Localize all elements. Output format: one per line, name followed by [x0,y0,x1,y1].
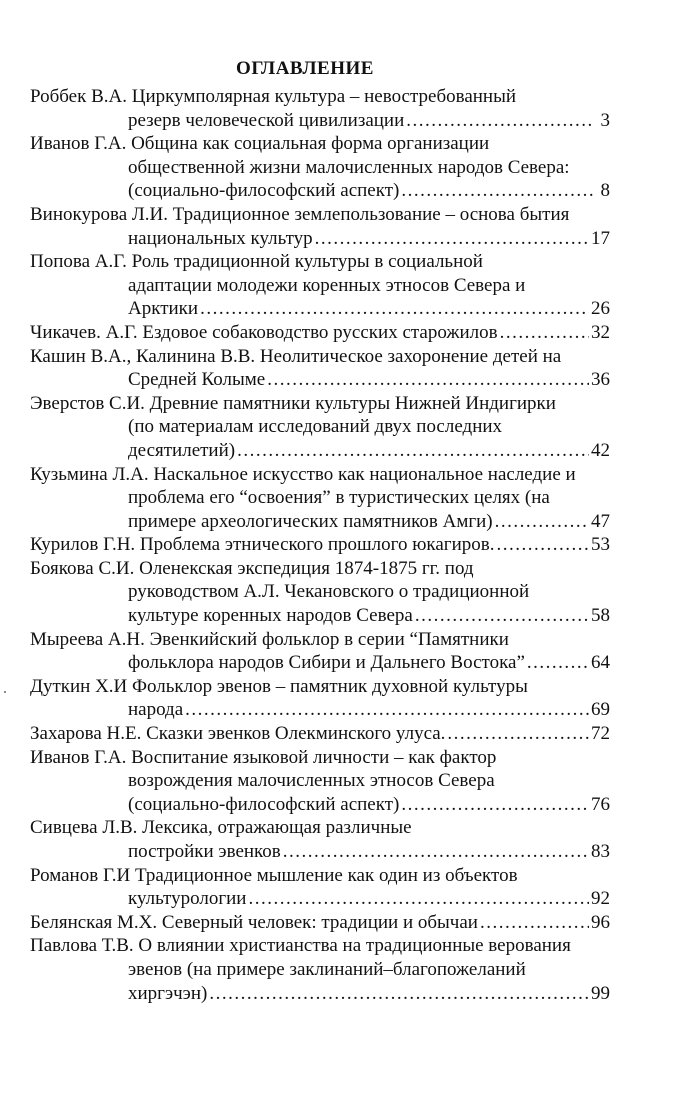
toc-entry-text: фольклора народов Сибири и Дальнего Востока” [128,652,525,674]
page-number: 92 [591,888,610,910]
dot-leader [200,297,589,321]
page-number: 36 [591,369,610,391]
toc-entry-last-line [30,533,610,557]
toc-entry-text: культурологии [128,888,247,910]
page-number: 99 [591,982,610,1004]
toc-entry [30,203,610,250]
toc-entry-text: национальных культур [128,227,313,249]
toc-entry [30,816,610,863]
scan-speck [4,691,6,693]
dot-leader [237,439,589,463]
toc-entry [30,85,610,132]
toc-entry-line: Эверстов С.И. Древние памятники культуры Нижней Индигирки [30,392,556,414]
toc-entry [30,628,610,675]
page-number: 3 [600,109,610,131]
toc-entry-line: руководством А.Л. Чекановского о традиционной [128,581,530,603]
toc-entry [30,557,610,628]
page-number: 69 [591,699,610,721]
toc-entry-text: постройки эвенков [128,841,281,862]
toc-entry-line: Мыреева А.Н. Эвенкийский фольклор в серии “Памятники [30,628,509,650]
toc-entry [30,463,610,534]
toc-entry-last-line [30,179,610,203]
page-number: 17 [591,227,610,249]
toc-entry-last-line [30,698,610,722]
toc-entry-last-line [30,651,610,675]
toc-entry-last-line [30,793,610,817]
dot-leader [267,368,589,392]
page-number: 47 [591,510,610,532]
dot-leader [401,179,594,203]
toc-entry-line: эвенов (на примере заклинаний–благопожеланий [128,958,526,980]
toc-entry-text: культуре коренных народов Севера [128,605,413,627]
toc-entry [30,722,610,746]
toc-entry [30,911,610,935]
toc-entry-line: Кузьмина Л.А. Наскальное искусство как национальное наследие и [30,463,576,485]
page-number: 32 [591,321,610,343]
toc-entry [30,345,610,392]
dot-leader [248,887,589,911]
toc-entry-line: Иванов Г.А. Воспитание языковой личности – как фактор [30,746,497,768]
table-of-contents [30,85,610,1005]
page-number: 58 [591,605,610,627]
toc-entry-line: Дуткин Х.И Фольклор эвенов – памятник духовной культуры [30,675,528,697]
toc-entry-last-line [30,227,610,251]
dot-leader [406,109,594,133]
dot-leader [315,227,589,251]
toc-entry-line: Кашин В.А., Калинина В.В. Неолитическое захоронение детей на [30,345,562,367]
toc-entry-last-line [30,982,610,1006]
toc-entry-line: Иванов Г.А. Община как социальная форма организации [30,133,490,155]
dot-leader [209,982,589,1006]
toc-entry-line: адаптации молодежи коренных этносов Севера и [128,274,526,296]
toc-title: ОГЛАВЛЕНИЕ [236,58,374,79]
dot-leader [401,793,589,817]
toc-entry-text: хиргэчэн) [128,982,208,1004]
toc-entry [30,321,610,345]
toc-entry-line: проблема его “освоения” в туристических целях (на [128,487,550,509]
page-number: 64 [591,652,610,674]
toc-entry-last-line [30,109,610,133]
toc-entry-line: Боякова С.И. Оленекская экспедиция 1874-1875 гг. под [30,557,474,579]
toc-entry-last-line [30,510,610,534]
toc-entry [30,533,610,557]
toc-entry-text: резерв человеческой цивилизации [128,109,405,131]
toc-entry-last-line [30,604,610,628]
toc-entry [30,675,610,722]
dot-leader [185,698,589,722]
toc-entry-text: (социально-философский аспект) [128,793,400,815]
toc-entry-line: Павлова Т.В. О влиянии христианства на традиционные верования [30,935,571,957]
toc-entry-text: Арктики [128,298,199,320]
page-number: 76 [591,793,610,815]
page-number: 8 [600,180,610,202]
dot-leader [495,510,589,534]
page-number: 42 [591,439,610,461]
toc-entry-last-line [30,722,610,746]
toc-entry-line: Романов Г.И Традиционное мышление как один из объектов [30,864,518,886]
toc-entry [30,864,610,911]
toc-entry-text: примере археологических памятников Амги) [128,510,493,532]
toc-entry-line: Винокурова Л.И. Традиционное землепользование – основа бытия [30,203,570,225]
toc-entry-text: Средней Колыме [128,369,266,391]
toc-entry-text: (социально-философский аспект) [128,180,400,202]
toc-entry [30,934,610,1005]
toc-entry-text: Белянская М.Х. Северный человек: традиции и обычаи [30,911,478,933]
toc-entry-last-line [30,439,610,463]
toc-entry-line: общественной жизни малочисленных народов Севера: [128,156,570,178]
toc-entry-last-line [30,887,610,911]
dot-leader [415,604,589,628]
page-number: 72 [591,723,610,745]
toc-entry-text: Чикачев. А.Г. Ездовое собаководство русских старожилов [30,321,498,343]
toc-entry-last-line [30,368,610,392]
dot-leader [500,321,589,345]
toc-entry-text: десятилетий) [128,439,236,461]
toc-entry [30,392,610,463]
toc-entry-text: Захарова Н.Е. Сказки эвенков Олекминского улуса. [30,723,446,745]
page-number: 96 [591,911,610,933]
dot-leader [496,533,589,557]
dot-leader [447,722,589,746]
toc-entry-last-line [30,297,610,321]
toc-entry [30,746,610,817]
toc-entry-last-line [30,321,610,345]
page-number: 26 [591,298,610,320]
toc-entry-line: Попова А.Г. Роль традиционной культуры в социальной [30,251,483,273]
toc-entry-last-line [30,840,610,864]
dot-leader [283,840,589,864]
page-number: 83 [591,841,610,862]
page-number: 53 [591,534,610,556]
toc-entry-line: Роббек В.А. Циркумполярная культура – невостребованный [30,86,517,107]
toc-entry [30,250,610,321]
toc-entry-line: возрождения малочисленных этносов Севера [128,770,495,792]
toc-entry-line: Сивцева Л.В. Лексика, отражающая различные [30,817,412,839]
toc-entry-text: народа [128,699,184,721]
dot-leader [480,911,589,935]
toc-entry-line: (по материалам исследований двух последних [128,416,503,438]
toc-entry-last-line [30,911,610,935]
dot-leader [527,651,589,675]
toc-entry-text: Курилов Г.Н. Проблема этнического прошлого юкагиров. [30,534,495,556]
toc-entry [30,132,610,203]
